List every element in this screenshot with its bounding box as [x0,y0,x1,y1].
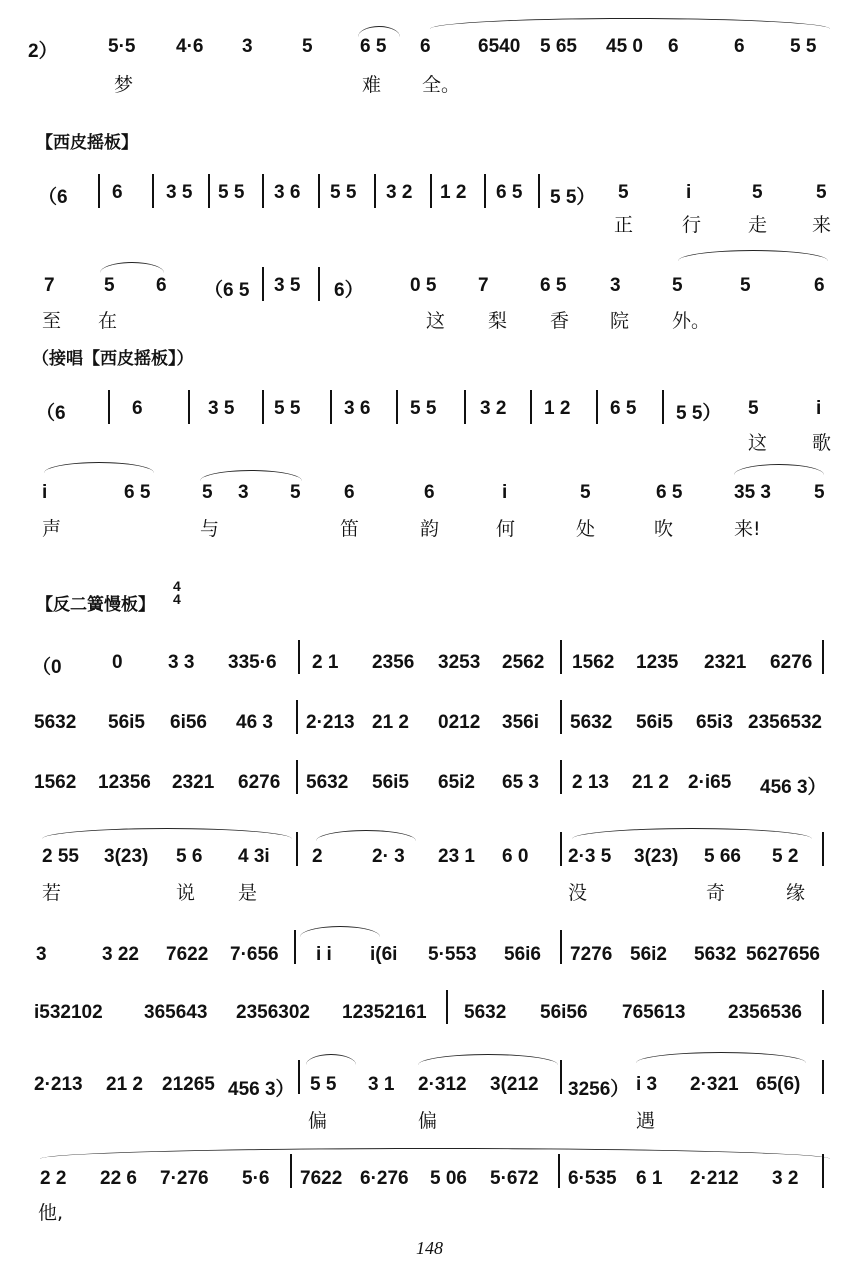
note-token: 6） [334,280,364,301]
lyric-line [0,514,859,544]
note-token: 56i5 [372,772,409,793]
barline [538,174,540,208]
note-token: 7·656 [230,944,279,965]
lyric-syllable: 说 [176,882,196,904]
note-token: 5632 [694,944,737,965]
note-token: 5 [618,182,629,203]
note-token: 6 [156,275,167,296]
note-token: 5 5 [790,36,817,57]
note-token: 56i2 [630,944,667,965]
note-token: 5 [290,482,301,503]
slur-mark [636,1052,806,1063]
note-token: 5 [580,482,591,503]
lyric-syllable: 这 [748,432,768,454]
slur-mark [418,1054,558,1065]
barline [152,174,154,208]
barline [560,700,562,734]
note-token: 2356532 [748,712,822,733]
note-token: 6 [668,36,679,57]
lyric-syllable: 至 [42,310,62,332]
note-token: 3 [242,36,253,57]
note-token: 335·6 [228,652,277,673]
note-token: i [816,398,822,419]
barline [318,267,320,301]
note-token: （6 [38,187,68,208]
notation-line [0,712,859,756]
barline [560,832,562,866]
note-token: 3 5 [274,275,301,296]
note-token: 5 5 [410,398,437,419]
lyric-syllable: 难 [362,74,382,96]
slur-mark [200,470,302,481]
note-token: 4 3i [238,846,270,867]
barline [446,990,448,1024]
barline [822,832,824,866]
note-token: （6 5 [204,280,250,301]
note-token: 2356536 [728,1002,802,1023]
note-token: 356i [502,712,539,733]
barline [430,174,432,208]
note-token: 0 [112,652,123,673]
lyric-syllable: 缘 [786,882,806,904]
lyric-syllable: 吹 [654,518,674,540]
note-token: i [42,482,48,503]
note-token: 6 [424,482,435,503]
note-token: 1562 [34,772,77,793]
lyric-line [0,428,859,458]
page-number: 148 [416,1238,443,1258]
barline [108,390,110,424]
note-token: 3 3 [168,652,195,673]
note-token: 6276 [238,772,281,793]
slur-mark [430,18,830,29]
lyric-line [0,306,859,336]
note-token: 2356302 [236,1002,310,1023]
note-token: 56i5 [108,712,145,733]
note-token: 3253 [438,652,481,673]
note-token: 1 2 [544,398,571,419]
note-token: 5632 [34,712,77,733]
note-token: i [502,482,508,503]
barline [188,390,190,424]
lyric-syllable: 若 [42,882,62,904]
section-header-xipi-yaoban: 【西皮摇板】 [36,133,138,153]
note-token: （0 [32,657,62,678]
note-token: 4·6 [176,36,204,57]
note-token: 3 [36,944,47,965]
barline [560,930,562,964]
slur-mark [316,830,416,841]
note-token: 6 1 [636,1168,663,1189]
note-token: 6i56 [170,712,207,733]
barline [298,1060,300,1094]
note-token: 5 5 [330,182,357,203]
note-token: 6 5 [656,482,683,503]
note-token: 45 0 [606,36,643,57]
note-token: 2 [312,846,323,867]
barline [296,832,298,866]
barline [558,1154,560,1188]
note-token: 12352161 [342,1002,427,1023]
barline [822,990,824,1024]
note-token: 7·276 [160,1168,209,1189]
barline [374,174,376,208]
lyric-syllable: 走 [748,214,768,236]
note-token: i [686,182,692,203]
lyric-line [0,70,859,100]
note-token: 5 5 [218,182,245,203]
note-token: 5627656 [746,944,820,965]
note-token: 6276 [770,652,813,673]
lyric-syllable: 全。 [422,74,461,96]
note-token: （6 [36,403,66,424]
note-token: 56i5 [636,712,673,733]
note-token: 5 [814,482,825,503]
note-token: 7622 [166,944,209,965]
note-token: 3 5 [166,182,193,203]
note-token: 2·312 [418,1074,467,1095]
note-token: 5 [752,182,763,203]
lyric-syllable: 奇 [706,882,726,904]
barline [208,174,210,208]
note-token: 65 3 [502,772,539,793]
note-token: 65i3 [696,712,733,733]
lyric-syllable: 偏 [418,1110,438,1132]
note-token: 2321 [172,772,215,793]
note-token: 1235 [636,652,679,673]
barline [330,390,332,424]
note-token: 3 6 [344,398,371,419]
time-signature [173,580,181,606]
lyric-syllable: 韵 [420,518,440,540]
barline [98,174,100,208]
note-token: 5632 [570,712,613,733]
note-token: 3 [610,275,621,296]
lyric-line [0,878,859,908]
note-token: 5 [202,482,213,503]
barline [464,390,466,424]
note-token: 5·672 [490,1168,539,1189]
note-token: 6 5 [360,36,387,57]
note-token: 3 2 [772,1168,799,1189]
lyric-syllable: 来! [734,518,761,540]
note-token: 2 2 [40,1168,67,1189]
note-token: 3 6 [274,182,301,203]
note-token: 6 [814,275,825,296]
note-token: 6540 [478,36,521,57]
note-token: 6·276 [360,1168,409,1189]
barline [560,1060,562,1094]
lyric-syllable: 院 [610,310,630,332]
note-token: 6 [132,398,143,419]
barline [822,1060,824,1094]
slur-mark [358,26,400,37]
lyric-syllable: 遇 [636,1110,656,1132]
section-header-jiechang-xipi-yaoban: （接唱【西皮摇板】） [32,349,194,369]
barline [560,760,562,794]
note-token: 2· 3 [372,846,405,867]
lyric-syllable: 没 [568,882,588,904]
barline [484,174,486,208]
note-token: 6 [344,482,355,503]
note-token: 5 2 [772,846,799,867]
note-token: 7276 [570,944,613,965]
lyric-syllable: 声 [42,518,62,540]
barline [822,640,824,674]
note-token: 3 22 [102,944,139,965]
note-token: 2 13 [572,772,609,793]
note-token: 6 0 [502,846,529,867]
note-token: 2 55 [42,846,79,867]
barline [396,390,398,424]
note-token: 3 1 [368,1074,395,1095]
note-token: 3(23) [104,846,149,867]
note-token: 5 [816,182,827,203]
note-token: 5 [740,275,751,296]
barline [318,174,320,208]
note-token: 3(23) [634,846,679,867]
note-token: 35 3 [734,482,771,503]
slur-mark [100,262,164,273]
note-token: 5 5） [550,187,596,208]
note-token: 5·6 [242,1168,270,1189]
note-token: 2·i65 [688,772,732,793]
note-token: 5 5 [310,1074,337,1095]
note-token: 365643 [144,1002,208,1023]
lyric-syllable: 他, [38,1202,64,1224]
note-token: 6 [420,36,431,57]
slur-mark [734,464,824,475]
slur-mark [42,828,292,839]
note-token: 56i6 [504,944,541,965]
note-token: i(6i [370,944,398,965]
lyric-syllable: 行 [682,214,702,236]
barline [822,1154,824,1188]
note-token: 65(6) [756,1074,801,1095]
note-token: 3256） [568,1079,630,1100]
barline [530,390,532,424]
note-token: 2321 [704,652,747,673]
note-token: 5 [302,36,313,57]
note-token: 22 6 [100,1168,137,1189]
note-token: 6 [112,182,123,203]
lyric-line [0,1106,859,1136]
notation-line [0,1002,859,1046]
lyric-syllable: 这 [426,310,446,332]
note-token: 12356 [98,772,151,793]
note-token: i i [316,944,332,965]
note-token: 6 5 [610,398,637,419]
note-token: 2356 [372,652,415,673]
note-token: 2 1 [312,652,339,673]
note-token: 21 2 [632,772,669,793]
slur-mark [40,1148,830,1159]
barline [560,640,562,674]
lyric-syllable: 梦 [114,74,134,96]
slur-mark [300,926,380,937]
barline [296,700,298,734]
note-token: 3 2 [480,398,507,419]
note-token: 2·213 [34,1074,83,1095]
note-token: 5 [672,275,683,296]
note-token: 456 3） [228,1079,295,1100]
lyric-syllable: 何 [496,518,516,540]
note-token: 2·213 [306,712,355,733]
lyric-syllable: 正 [614,214,634,236]
notation-line [0,772,859,816]
note-token: 5·5 [108,36,136,57]
note-token: 5 65 [540,36,577,57]
barline [298,640,300,674]
barline [290,1154,292,1188]
barline [294,930,296,964]
lyric-line [0,210,859,240]
note-token: 5 66 [704,846,741,867]
slur-mark [572,828,812,839]
lyric-syllable: 来 [812,214,832,236]
note-token: 6 5 [496,182,523,203]
note-token: 3 2 [386,182,413,203]
note-token: 5·553 [428,944,477,965]
note-token: 7 [478,275,489,296]
lyric-syllable: 在 [98,310,118,332]
note-token: 7 [44,275,55,296]
notation-line [0,944,859,988]
barline [262,267,264,301]
note-token: 21 2 [106,1074,143,1095]
lyric-syllable: 偏 [308,1110,328,1132]
lyric-syllable: 是 [238,882,258,904]
note-token: 6 5 [124,482,151,503]
barline [296,760,298,794]
barline [262,174,264,208]
slur-mark [306,1054,356,1065]
note-token: 21 2 [372,712,409,733]
note-token: 1 2 [440,182,467,203]
note-token: 21265 [162,1074,215,1095]
note-token: 7622 [300,1168,343,1189]
note-token: 0212 [438,712,481,733]
note-token: 2·212 [690,1168,739,1189]
barline [596,390,598,424]
note-token: 5 [748,398,759,419]
note-token: 3 [238,482,249,503]
note-token: 5 [104,275,115,296]
note-token: 56i56 [540,1002,588,1023]
lyric-syllable: 笛 [340,518,360,540]
lyric-syllable: 处 [576,518,596,540]
note-token: 6·535 [568,1168,617,1189]
lyric-syllable: 与 [200,518,220,540]
note-token: 2·3 5 [568,846,612,867]
note-token: 765613 [622,1002,686,1023]
slur-mark [44,462,154,473]
lyric-syllable: 外。 [672,310,711,332]
note-token: 6 5 [540,275,567,296]
note-token: 2562 [502,652,545,673]
note-token: i 3 [636,1074,658,1095]
note-token: 2·321 [690,1074,739,1095]
note-token: 6 [734,36,745,57]
note-token: 46 3 [236,712,273,733]
note-token: 23 1 [438,846,475,867]
note-token: 5632 [306,772,349,793]
barline [662,390,664,424]
note-token: 5632 [464,1002,507,1023]
note-token: 456 3） [760,777,827,798]
note-token: i532102 [34,1002,103,1023]
barline [262,390,264,424]
section-header-fan-erhuang-manban: 【反二簧慢板】 [36,595,155,615]
note-token: 5 06 [430,1168,467,1189]
note-token: 5 5 [274,398,301,419]
notation-line [0,652,859,696]
lyric-syllable: 梨 [488,310,508,332]
lyric-syllable: 香 [550,310,570,332]
note-token: 65i2 [438,772,475,793]
time-signature-bottom: 4 [173,591,181,607]
lyric-syllable: 歌 [812,432,832,454]
note-token: 3 5 [208,398,235,419]
note-token: 2） [28,41,58,62]
time-signature-top: 4 [173,578,181,594]
note-token: 1562 [572,652,615,673]
note-token: 3(212 [490,1074,539,1095]
lyric-line [0,1198,859,1228]
note-token: 0 5 [410,275,437,296]
note-token: 5 6 [176,846,203,867]
slur-mark [678,250,828,261]
note-token: 5 5） [676,403,722,424]
